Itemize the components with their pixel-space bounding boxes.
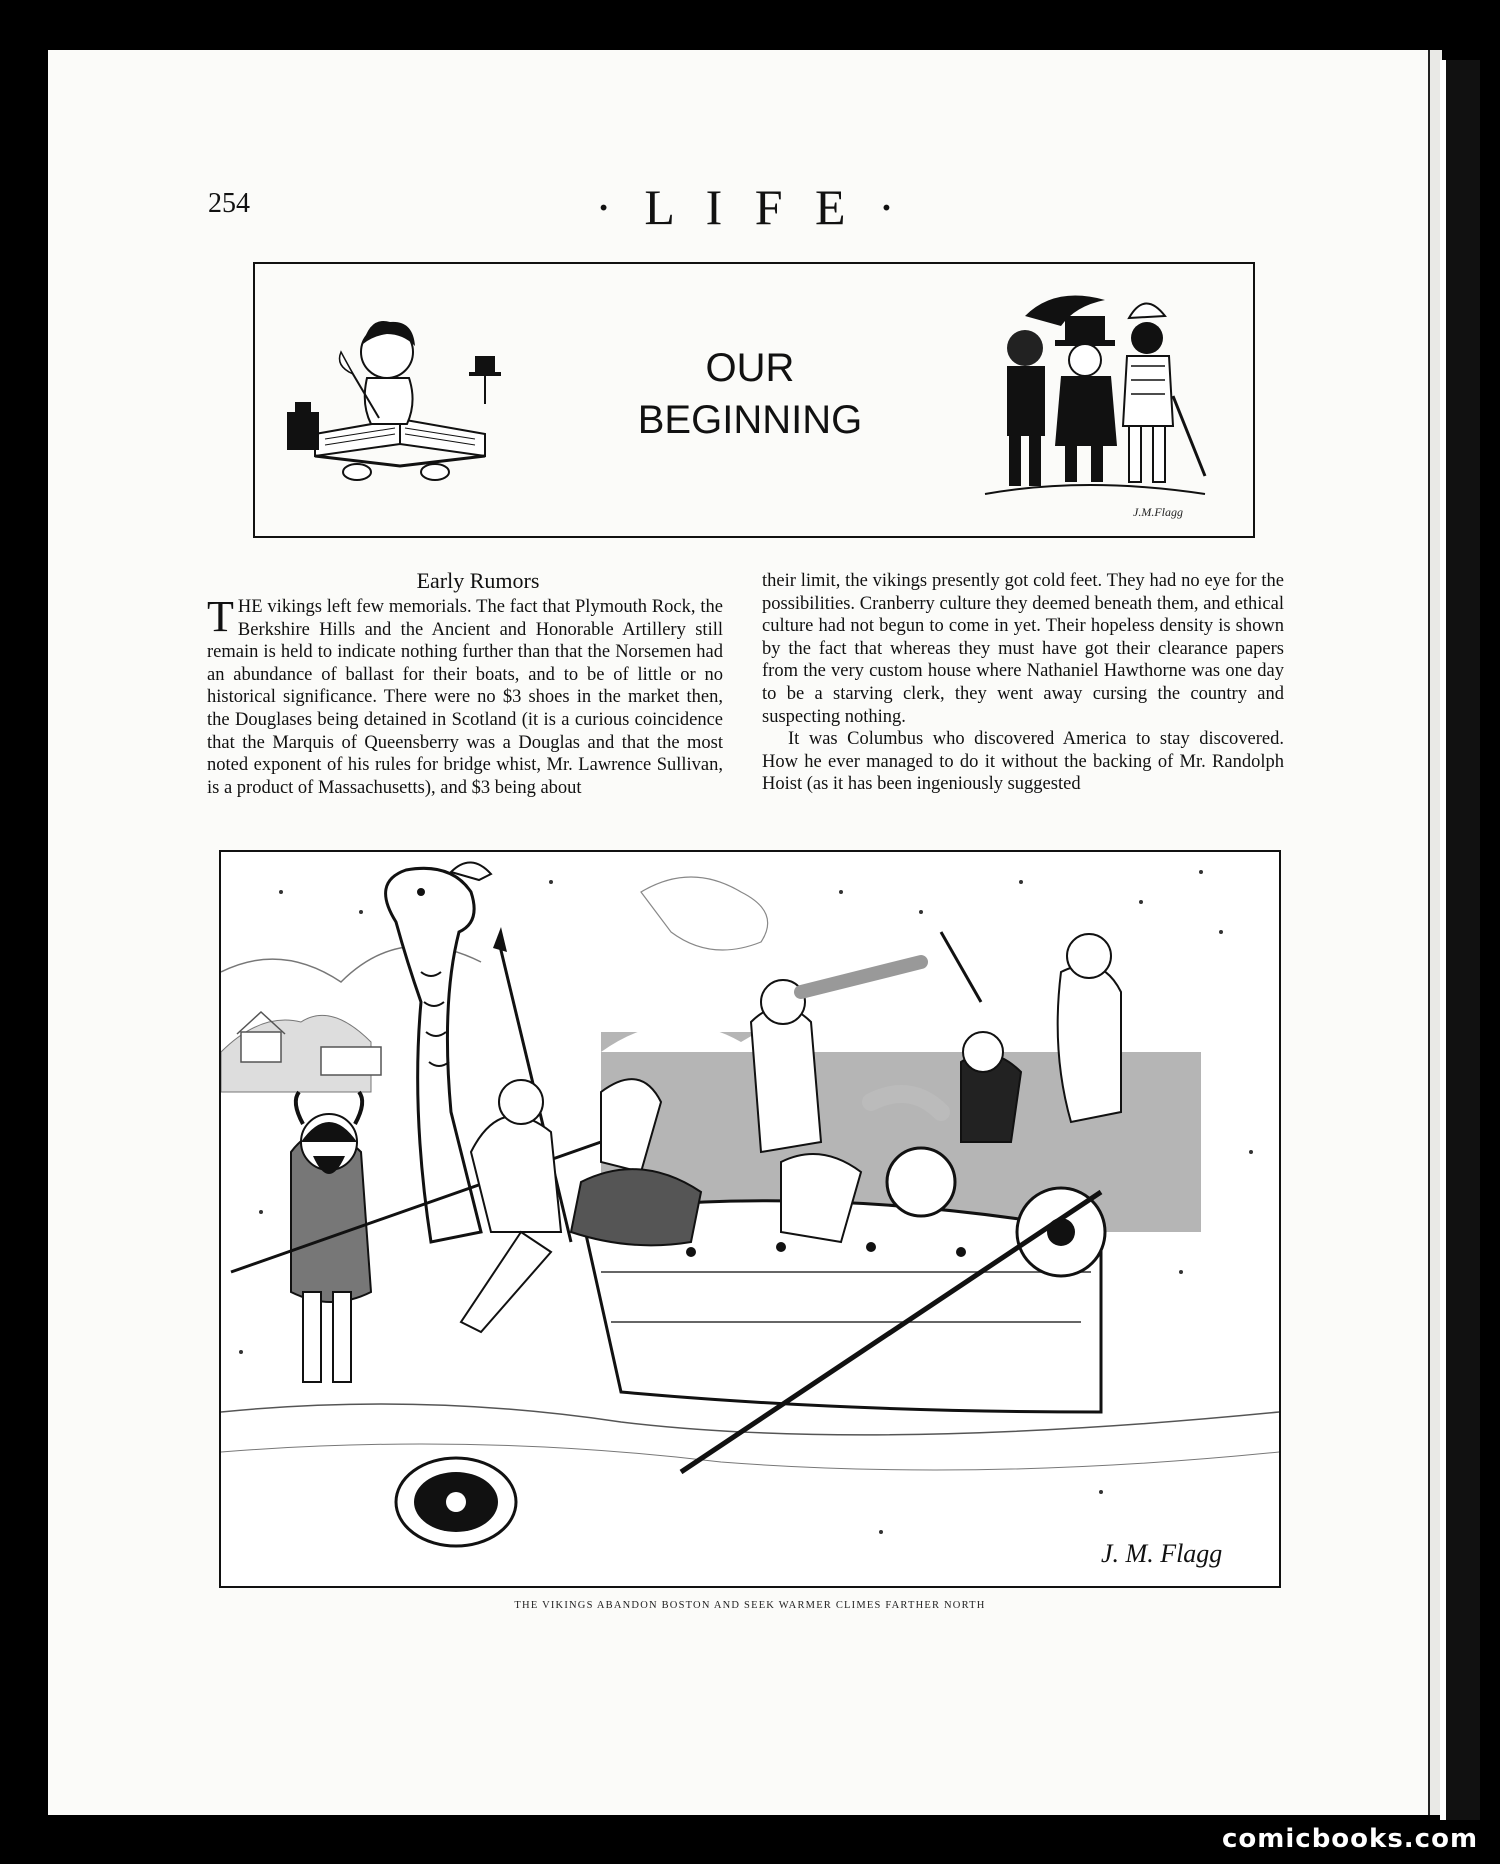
vikings-cartoon-drawing <box>221 852 1279 1586</box>
article-column-left <box>207 592 723 799</box>
article-column-right <box>762 570 1284 796</box>
title-banner <box>253 262 1255 538</box>
banner-title-line2: BEGINNING <box>637 398 863 442</box>
masthead: · L I F E · <box>595 179 905 235</box>
article-text-left: HE vikings left few memorials. The fact that Plymouth Rock, the Berkshire Hills and the Ancient and Honorable Artillery still remain is held to indicate nothing further than that the Norsemen had an abundance of ballast for their boats, and to be of little or no historical significance. There were no $3 shoes in the market then, the Douglases being detained in Scotland (it is a curious coincidence that the Marquis of Queensberry was a Douglas and that the most noted exponent of his rules for bridge whist, Mr. Lawrence Sullivan, is a product of Massachusetts), and $3 being about <box>207 597 723 798</box>
header-art-signature: J.M.Flagg <box>1133 505 1183 519</box>
page-number: 254 <box>208 188 250 219</box>
article-paragraph: It was Columbus who discovered America to stay discovered. How he ever managed to do it without the backing of Mr. Randolph Hoist (as it has been ingeniously suggested <box>762 729 1284 795</box>
illustration-caption: THE VIKINGS ABANDON BOSTON AND SEEK WARMER CLIMES FARTHER NORTH <box>514 1600 986 1611</box>
drop-cap: T <box>207 592 234 641</box>
article-paragraph: their limit, the vikings presently got cold feet. They had no eye for the possibilities. Cranberry culture they deemed beneath them, and ethical culture had not begun to come in yet. Their hopeless density is shown by the fact that whereas they must have got their clearance papers from the very custom house where Nathaniel Hawthorne was one day to be a starving clerk, they went away cursing the country and suspecting nothing. <box>762 571 1284 727</box>
section-heading: Early Rumors <box>416 568 540 593</box>
site-watermark: comicbooks.com <box>1222 1824 1479 1854</box>
vikings-cartoon-illustration <box>219 850 1281 1588</box>
banner-title <box>600 342 900 446</box>
scan-border <box>1440 60 1480 1820</box>
banner-title-line1: OUR <box>705 346 795 390</box>
facing-page-edge <box>1440 60 1446 1820</box>
cherub-writing-illustration <box>275 294 535 494</box>
pilgrims-and-conquistador-illustration <box>965 276 1215 526</box>
illustration-signature: J. M. Flagg <box>1101 1539 1223 1568</box>
